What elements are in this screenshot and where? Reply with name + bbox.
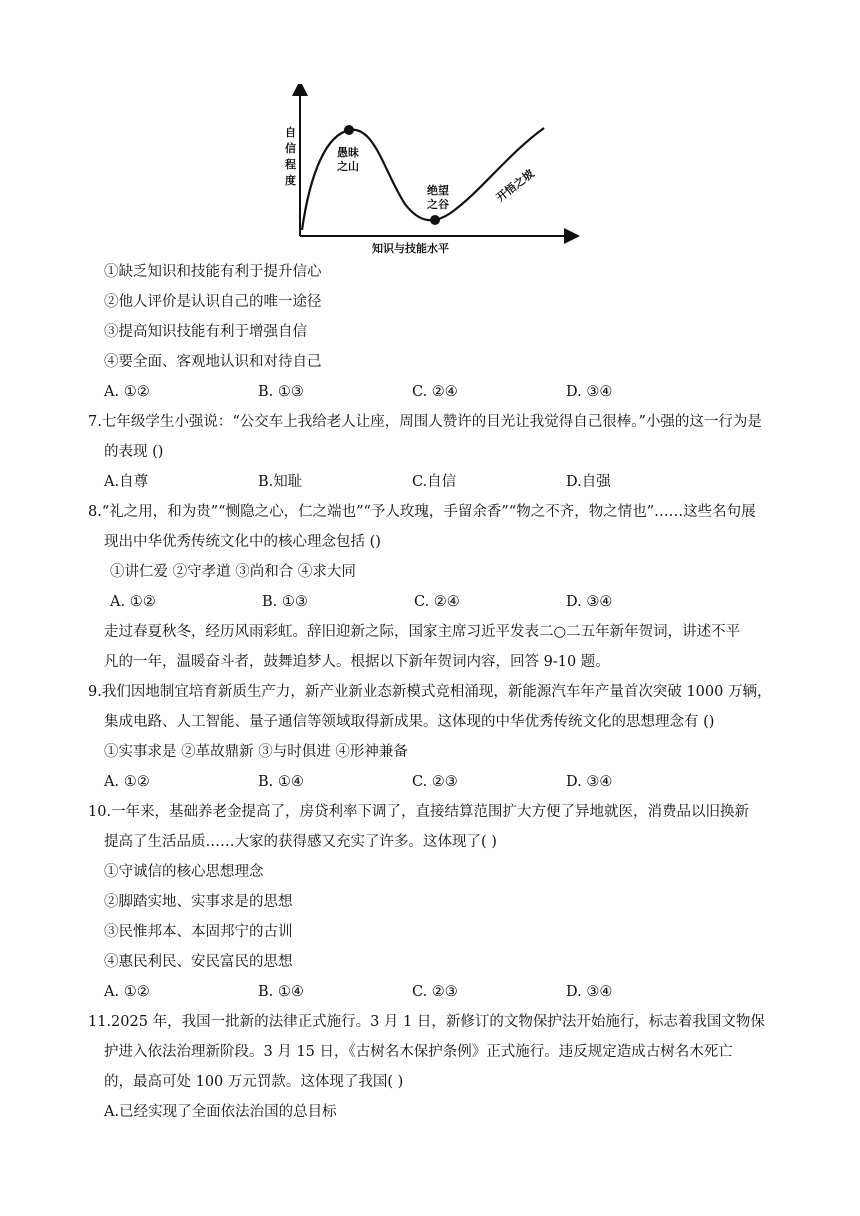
q10-option-c: C. ②③ [412, 984, 458, 1000]
q9-option-a: A. ①② [104, 774, 150, 790]
q10-statement-4: ④惠民利民、安民富民的思想 [104, 954, 293, 970]
q9-option-b: B. ①④ [258, 774, 304, 790]
q6-option-d: D. ③④ [566, 384, 613, 400]
y-axis-label-3: 程 [285, 158, 296, 171]
q9-stem-line1: 9.我们因地制宜培育新质生产力，新产业新业态新模式竞相涌现，新能源汽车年产量首次突破 1000 万辆， [88, 684, 772, 700]
q9-stem-line2: 集成电路、人工智能、量子通信等领域取得新成果。这体现的中华优秀传统文化的思想理念有 () [104, 714, 715, 730]
q8-stem-line1: 8.“礼之用，和为贵”“恻隐之心，仁之端也”“予人玫瑰，手留余香”“物之不齐，物之情也”……这些名句展 [88, 504, 756, 520]
q8-option-d: D. ③④ [566, 594, 613, 610]
y-axis-label-4: 度 [285, 174, 296, 187]
peak-label-line1: 愚昧 [337, 146, 359, 159]
q6-statement-4: ④要全面、客观地认识和对待自己 [104, 354, 322, 370]
q6-option-a: A. ①② [104, 384, 150, 400]
q7-stem-line2: 的表现 () [104, 444, 164, 460]
q6-option-c: C. ②④ [412, 384, 458, 400]
q8-statements: ①讲仁爱 ②守孝道 ③尚和合 ④求大同 [110, 564, 356, 580]
q8-option-a: A. ①② [110, 594, 156, 610]
confidence-curve [302, 128, 544, 230]
x-axis-label: 知识与技能水平 [372, 242, 449, 255]
q11-stem-line1: 11.2025 年，我国一批新的法律正式施行。3 月 1 日，新修订的文物保护法开始施行，标志着我国文物保 [88, 1014, 765, 1030]
q10-stem-line1: 10.一年来，基础养老金提高了，房贷利率下调了，直接结算范围扩大方便了异地就医，消费品以旧换新 [88, 804, 750, 820]
peak-label-line2: 之山 [337, 160, 359, 173]
q8-stem-line2: 现出中华优秀传统文化中的核心理念包括 () [104, 534, 381, 550]
q8-option-b: B. ①③ [262, 594, 308, 610]
q9-option-c: C. ②③ [412, 774, 458, 790]
q7-option-a: A.自尊 [104, 474, 149, 490]
q9-option-d: D. ③④ [566, 774, 613, 790]
q7-option-b: B.知耻 [258, 474, 303, 490]
q11-option-a: A.已经实现了全面依法治国的总目标 [104, 1104, 337, 1120]
q10-statement-2: ②脚踏实地、实事求是的思想 [104, 894, 293, 910]
q7-option-d: D.自强 [566, 474, 611, 490]
q6-option-b: B. ①③ [258, 384, 304, 400]
q10-option-b: B. ①④ [258, 984, 304, 1000]
y-axis-label-2: 信 [285, 142, 296, 155]
valley-label-line2: 之谷 [427, 198, 449, 211]
q7-stem-line1: 7.七年级学生小强说：“公交车上我给老人让座，周围人赞许的目光让我觉得自己很棒。”小强的这一行为是 [88, 414, 762, 430]
q10-option-d: D. ③④ [566, 984, 613, 1000]
q8-option-c: C. ②④ [414, 594, 460, 610]
q11-stem-line3: 的，最高可处 100 万元罚款。这体现了我国( ) [104, 1074, 404, 1090]
q10-stem-line2: 提高了生活品质……大家的获得感又充实了许多。这体现了( ) [104, 834, 497, 850]
peak-point [344, 125, 354, 135]
slope-label: 开悟之坡 [493, 167, 537, 205]
q10-statement-1: ①守诚信的核心思想理念 [104, 864, 264, 880]
q7-option-c: C.自信 [412, 474, 457, 490]
q6-statement-2: ②他人评价是认识自己的唯一途径 [104, 294, 322, 310]
figure-svg [280, 84, 580, 260]
valley-point [430, 215, 440, 225]
q10-statement-3: ③民惟邦本、本固邦宁的古训 [104, 924, 293, 940]
material-line1: 走过春夏秋冬，经历风雨彩虹。辞旧迎新之际，国家主席习近平发表二○二五年新年贺词，讲述不平 [104, 624, 741, 640]
q11-stem-line2: 护进入依法治理新阶段。3 月 15 日，《古树名木保护条例》正式施行。违反规定造成古树名木死亡 [104, 1044, 733, 1060]
q10-option-a: A. ①② [104, 984, 150, 1000]
dunning-kruger-figure [280, 84, 580, 260]
q6-statement-1: ①缺乏知识和技能有利于提升信心 [104, 264, 322, 280]
valley-label-line1: 绝望 [427, 184, 449, 197]
q6-statement-3: ③提高知识技能有利于增强自信 [104, 324, 307, 340]
material-line2: 凡的一年，温暖奋斗者，鼓舞追梦人。根据以下新年贺词内容，回答 9-10 题。 [104, 654, 610, 670]
y-axis-label-1: 自 [285, 126, 296, 139]
q9-statements: ①实事求是 ②革故鼎新 ③与时俱进 ④形神兼备 [104, 744, 408, 760]
